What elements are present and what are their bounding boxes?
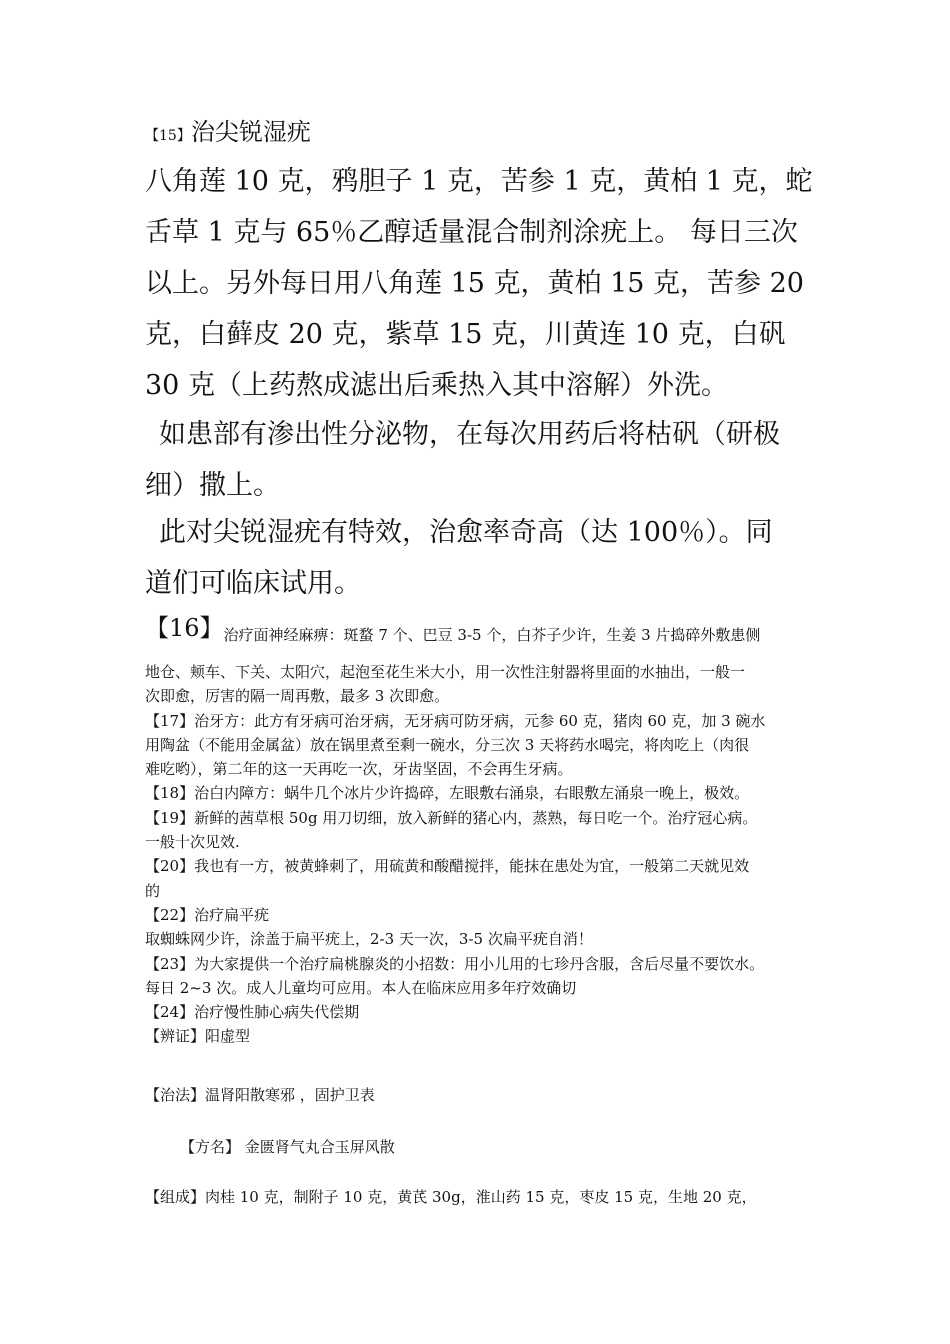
text-line: 克，白藓皮 20 克，紫草 15 克，川黄连 10 克，白矾 [145,319,786,350]
text-line: 的 [145,881,161,900]
text-line: 细）撒上。 [145,470,280,501]
text-line: 舌草 1 克与 65％乙醇适量混合制剂涂疣上。 每日三次 [145,217,798,248]
text-line: 道们可临床试用。 [145,568,361,599]
text-line: 【19】新鲜的茜草根 50g 用刀切细，放入新鲜的猪心内，蒸熟，每日吃一个。治疗冠心病。 [145,808,758,827]
text-line: 此对尖锐湿疣有特效，治愈率奇高（达 100％）。同 [159,517,773,548]
text-line: 【24】治疗慢性肺心病失代偿期 [145,1003,360,1022]
item-15-paragraph-1 [145,156,813,411]
treatment-line [145,1083,807,1107]
text-line: 取蜘蛛网少许，涂盖于扁平疣上，2-3 天一次，3-5 次扁平疣自消！ [145,930,593,949]
text-line: 【20】我也有一方，被黄蜂刺了，用硫黄和酸醋搅拌，能抹在患处为宜，一般第二天就见效 [145,857,750,876]
text-line: 30 克（上药熬成滤出后乘热入其中溶解）外洗。 [145,370,728,401]
formula-line [180,1135,842,1159]
text-line: 用陶盆（不能用金属盆）放在锅里煮至剩一碗水，分三次 3 天将药水喝完，将肉吃上（肉很 [145,735,750,754]
text-line: 一般十次见效. [145,833,240,852]
text-line: 【治法】温肾阳散寒邪 ，固护卫表 [145,1086,375,1104]
text-line: 【18】治白内障方：蜗牛几个冰片少许捣碎，左眼敷右涌泉，右眼敷左涌泉一晚上，极效。 [145,784,750,803]
remedies-list [145,660,807,1049]
text-line: 【22】治疗扁平疣 [145,905,270,924]
text-line: 如患部有渗出性分泌物，在每次用药后将枯矾（研极 [159,419,780,450]
item-15-heading [145,112,311,147]
text-line: 【方名】 金匮肾气丸合玉屏风散 [180,1138,395,1156]
text-line: 每日 2~3 次。成人儿童均可应用。本人在临床应用多年疗效确切 [145,978,577,997]
text-line: 次即愈，厉害的隔一周再敷，最多 3 次即愈。 [145,687,450,706]
item-16-number: 【16】 [145,614,224,642]
text-line: 【23】为大家提供一个治疗扁桃腺炎的小招数：用小儿用的七珍丹含服，含后尽量不要饮水。 [145,954,765,973]
text-line: 难吃哟），第二年的这一天再吃一次，牙齿坚固，不会再生牙病。 [145,760,573,779]
text-line: 地仓、颊车、下关、太阳穴，起泡至花生米大小，用一次性注射器将里面的水抽出，一般一 [145,663,746,681]
text-line: 八角莲 10 克，鸦胆子 1 克，苦参 1 克，黄柏 1 克，蛇 [145,166,813,197]
text-line: 【辨证】阳虚型 [145,1027,251,1046]
item-15-number: 【15】 [145,128,191,144]
composition-line [145,1185,807,1209]
item-15-paragraph-2 [145,409,807,511]
item-15-paragraph-3 [145,507,807,609]
item-16-heading [145,608,760,643]
item-15-title: 治尖锐湿疣 [190,118,311,146]
text-line: 【17】治牙方：此方有牙病可治牙病，无牙病可防牙病，元参 60 克，猪肉 60 克，加 3 碗水 [145,711,766,730]
text-line: 以上。另外每日用八角莲 15 克，黄柏 15 克，苦参 20 [145,268,804,299]
text-line: 【组成】肉桂 10 克，制附子 10 克，黄芪 30g，淮山药 15 克，枣皮 15 克，生地 20 克， [145,1188,757,1206]
item-16-first-line: 治疗面神经麻痹：斑蝥 7 个、巴豆 3-5 个，白芥子少许，生姜 3 片捣碎外敷患侧 [223,626,761,644]
